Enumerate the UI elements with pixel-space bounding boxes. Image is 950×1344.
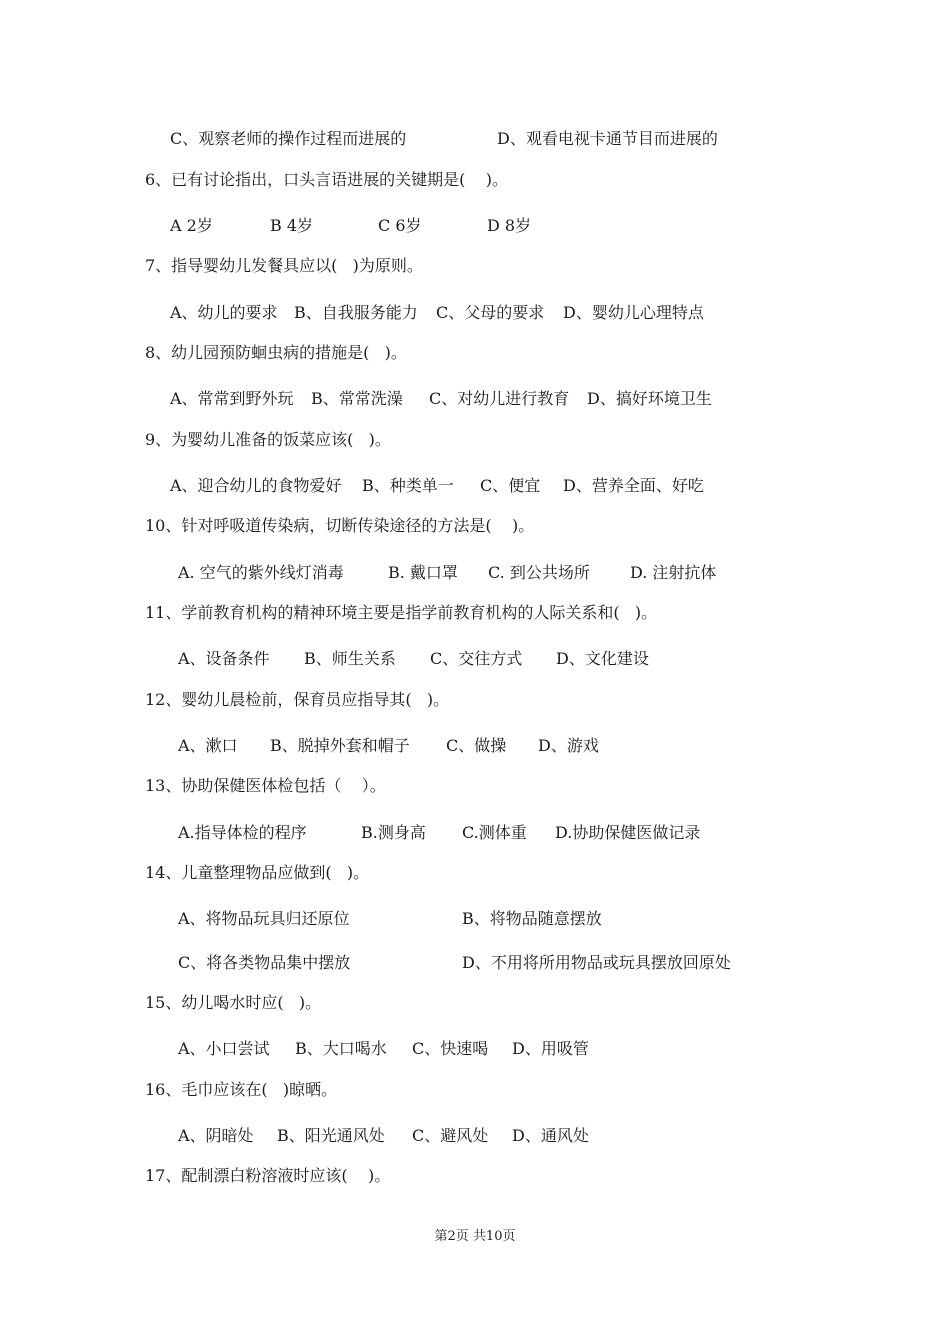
answer-option: B、师生关系 xyxy=(304,649,396,668)
answer-option: B、自我服务能力 xyxy=(294,303,418,322)
answer-option: C、将各类物品集中摆放 xyxy=(178,953,351,972)
answer-option: B、常常洗澡 xyxy=(311,389,403,408)
question-text: 11、学前教育机构的精神环境主要是指学前教育机构的人际关系和( )。 xyxy=(145,603,658,622)
answer-option: D、用吸管 xyxy=(512,1039,589,1058)
answer-option: B、种类单一 xyxy=(362,476,454,495)
question-text: 10、针对呼吸道传染病，切断传染途径的方法是( )。 xyxy=(145,516,535,535)
answer-option: A.指导体检的程序 xyxy=(178,823,307,842)
answer-option: B、将物品随意摆放 xyxy=(462,909,602,928)
answer-option: B.测身高 xyxy=(361,823,426,842)
answer-option: A、幼儿的要求 xyxy=(170,303,278,322)
answer-option: A、将物品玩具归还原位 xyxy=(178,909,350,928)
answer-option: B、阳光通风处 xyxy=(277,1126,385,1145)
answer-option: A、设备条件 xyxy=(178,649,270,668)
question-text: 8、幼儿园预防蛔虫病的措施是( )。 xyxy=(145,343,407,362)
answer-option: D、搞好环境卫生 xyxy=(587,389,712,408)
question-text: 7、指导婴幼儿发餐具应以( )为原则。 xyxy=(145,256,423,275)
answer-option: A、迎合幼儿的食物爱好 xyxy=(170,476,342,495)
answer-option: D、营养全面、好吃 xyxy=(563,476,704,495)
answer-option: C、父母的要求 xyxy=(436,303,545,322)
answer-option: D、通风处 xyxy=(512,1126,589,1145)
answer-option: A、常常到野外玩 xyxy=(170,389,294,408)
question-text: 6、已有讨论指出，口头言语进展的关键期是( )。 xyxy=(145,170,509,189)
answer-option: A. 空气的紫外线灯消毒 xyxy=(178,563,344,582)
question-text: 13、协助保健医体检包括（ ）。 xyxy=(145,776,386,795)
answer-option: D、不用将所用物品或玩具摆放回原处 xyxy=(462,953,731,972)
answer-option: C、观察老师的操作过程而进展的 xyxy=(170,129,407,148)
answer-option: A、漱口 xyxy=(178,736,238,755)
question-text: 14、儿童整理物品应做到( )。 xyxy=(145,863,370,882)
answer-option: C、快速喝 xyxy=(412,1039,489,1058)
answer-option: C.测体重 xyxy=(462,823,527,842)
page-footer: 第2页 共10页 xyxy=(434,1229,516,1244)
answer-option: B 4岁 xyxy=(270,216,314,235)
answer-option: C 6岁 xyxy=(378,216,422,235)
answer-option: D. 注射抗体 xyxy=(630,563,717,582)
answer-option: A、小口尝试 xyxy=(178,1039,270,1058)
answer-option: C、交往方式 xyxy=(430,649,523,668)
question-text: 9、为婴幼儿准备的饭菜应该( )。 xyxy=(145,430,391,449)
question-text: 15、幼儿喝水时应( )。 xyxy=(145,993,322,1012)
answer-option: B、大口喝水 xyxy=(295,1039,387,1058)
question-text: 16、毛巾应该在( )晾晒。 xyxy=(145,1080,338,1099)
answer-option: A 2岁 xyxy=(170,216,213,235)
answer-option: C、做操 xyxy=(446,736,507,755)
answer-option: C、对幼儿进行教育 xyxy=(429,389,570,408)
answer-option: C、避风处 xyxy=(412,1126,489,1145)
answer-option: B. 戴口罩 xyxy=(388,563,458,582)
answer-option: D、文化建设 xyxy=(556,649,649,668)
answer-option: B、脱掉外套和帽子 xyxy=(270,736,410,755)
answer-option: D.协助保健医做记录 xyxy=(555,823,701,842)
answer-option: A、阴暗处 xyxy=(178,1126,254,1145)
answer-option: D、观看电视卡通节目而进展的 xyxy=(497,129,718,148)
answer-option: D 8岁 xyxy=(487,216,532,235)
question-text: 12、婴幼儿晨检前，保育员应指导其( )。 xyxy=(145,690,450,709)
answer-option: D、婴幼儿心理特点 xyxy=(563,303,704,322)
answer-option: C、便宜 xyxy=(480,476,541,495)
answer-option: C. 到公共场所 xyxy=(488,563,590,582)
answer-option: D、游戏 xyxy=(538,736,599,755)
question-text: 17、配制漂白粉溶液时应该( )。 xyxy=(145,1166,391,1185)
